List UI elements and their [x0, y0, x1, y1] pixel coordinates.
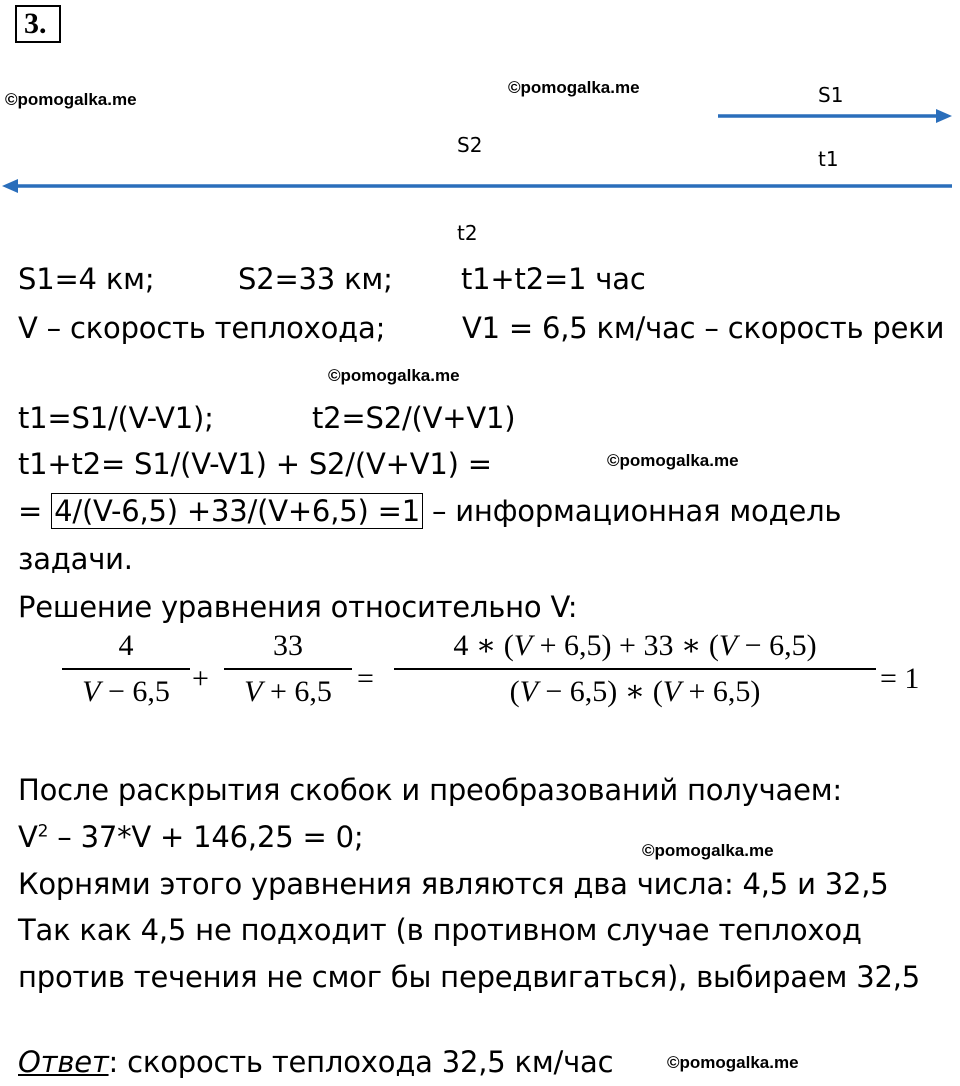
model-equation-line	[18, 494, 841, 528]
model-t1: t1=S1/(V-V1);	[18, 401, 214, 435]
solution-intro: Решение уравнения относительно V:	[18, 590, 578, 624]
watermark: ©pomogalka.me	[5, 90, 137, 109]
model-t2: t2=S2/(V+V1)	[312, 401, 516, 435]
fraction-1-denominator: V − 6,5	[82, 675, 170, 708]
label-s2: S2	[457, 133, 483, 157]
solution-after: После раскрытия скобок и преобразований получаем:	[18, 773, 842, 807]
answer-text: : скорость теплохода 32,5 км/час	[108, 1045, 614, 1079]
arrow-s2	[2, 179, 952, 193]
watermark: ©pomogalka.me	[508, 78, 640, 97]
solution-equation	[0, 628, 960, 720]
arrow-s1-head	[936, 109, 952, 123]
fraction-1-bar	[62, 668, 190, 670]
solution-reason-1: Так как 4,5 не подходит (в противном случае теплоход	[18, 913, 862, 947]
answer-label: Ответ	[18, 1045, 109, 1079]
answer-line	[18, 1045, 613, 1079]
model-sum-line: t1+t2= S1/(V-V1) + S2/(V+V1) =	[18, 447, 492, 481]
quadratic-equation: $V^2 - 37*V + 146,25 = 0$;	[18, 820, 364, 854]
fraction-3-denominator: (V − 6,5) ∗ (V + 6,5)	[509, 675, 761, 708]
given-s1: S1=4 км;	[18, 262, 155, 296]
given-v-def: V – скорость теплохода;	[18, 311, 386, 345]
watermark: ©pomogalka.me	[328, 366, 460, 385]
fraction-3	[394, 628, 876, 710]
fraction-2-denominator: V + 6,5	[244, 675, 332, 708]
eq-prefix: =	[18, 494, 52, 528]
plus-sign: +	[192, 662, 209, 695]
arrow-s2-head	[2, 179, 18, 193]
fraction-2	[224, 628, 352, 710]
fraction-3-bar	[394, 668, 876, 670]
given-t-sum: t1+t2=1 час	[461, 262, 646, 296]
fraction-1-numerator: 4	[118, 629, 134, 662]
given-v1-def: V1 = 6,5 км/час – скорость реки	[462, 311, 945, 345]
label-s1: S1	[818, 83, 844, 107]
equals-sign: =	[357, 662, 374, 695]
label-t2: t2	[457, 221, 478, 245]
label-t1: t1	[818, 147, 839, 171]
watermark: ©pomogalka.me	[642, 841, 774, 860]
problem-number: 3.	[15, 5, 61, 43]
model-suffix2: задачи.	[18, 542, 133, 576]
solution-reason-2: против течения не смог бы передвигаться), выбираем 32,5	[18, 960, 920, 994]
fraction-3-numerator: 4 ∗ (V + 6,5) + 33 ∗ (V − 6,5)	[453, 629, 817, 662]
fraction-2-bar	[224, 668, 352, 670]
fraction-1	[62, 628, 190, 710]
equation-result: = 1	[880, 662, 920, 695]
arrow-s1	[718, 109, 952, 123]
eq-boxed: 4/(V-6,5) +33/(V+6,5) =1	[51, 493, 423, 529]
eq-suffix: – информационная модель	[422, 494, 842, 528]
given-s2: S2=33 км;	[238, 262, 393, 296]
watermark: ©pomogalka.me	[607, 451, 739, 470]
watermark: ©pomogalka.me	[667, 1053, 799, 1072]
fraction-2-numerator: 33	[273, 629, 303, 662]
solution-roots: Корнями этого уравнения являются два числа: 4,5 и 32,5	[18, 867, 889, 901]
